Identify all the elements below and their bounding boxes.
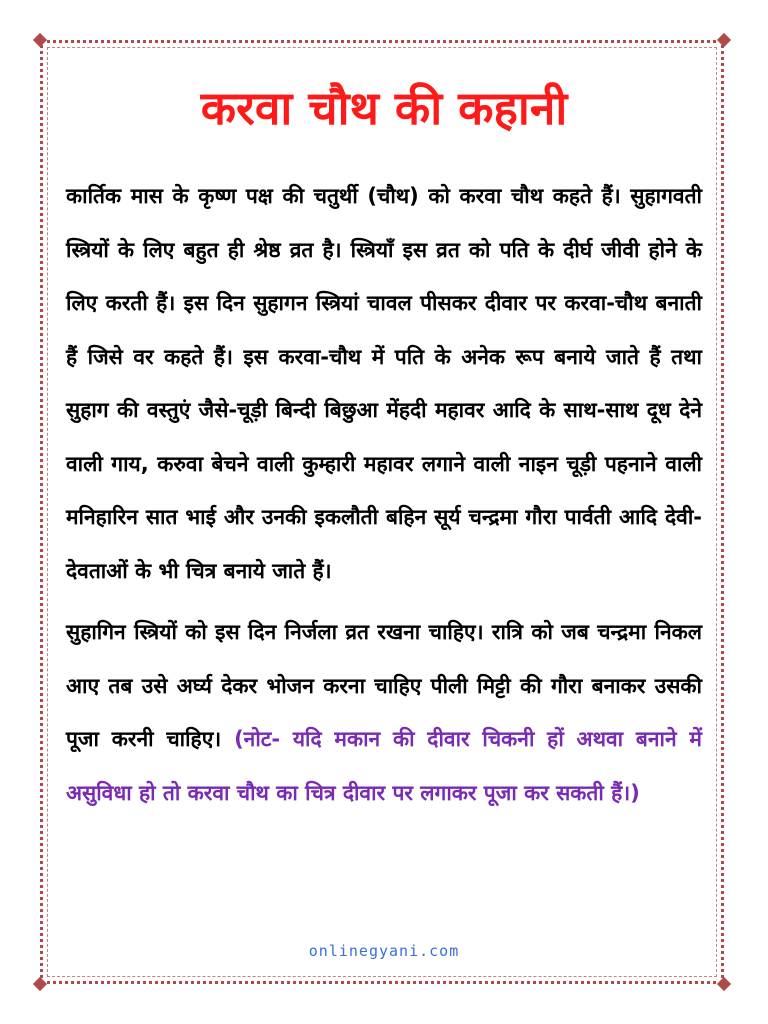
story-paragraph-2-text: सुहागिन स्त्रियों को इस दिन निर्जला व्रत रखना चाहिए। रात्रि को जब चन्द्रमा निकल आए तब उसे अर्घ्य देकर भोजन करना चाहिए पीली मिट्टी की गौरा बनाकर उसकी पूजा करनी चाहिए। [66,620,702,751]
story-content [66,170,702,820]
site-footer: onlinegyani.com [308,942,460,960]
story-paragraph-1: कार्तिक मास के कृष्ण पक्ष की चतुर्थी (चौथ) को करवा चौथ कहते हैं। सुहागवती स्त्रियों के लिए बहुत ही श्रेष्ठ व्रत है। स्त्रियाँ इस व्रत को पति के दीर्घ जीवी होने के लिए करती हैं। इस दिन सुहागन स्त्रियां चावल पीसकर दीवार पर करवा-चौथ बनाती हैं जिसे वर कहते हैं। इस करवा-चौथ में पति के अनेक रूप बनाये जाते हैं तथा सुहाग की वस्तुएं जैसे-चूड़ी बिन्दी बिछुआ मेंहदी महावर आदि के साथ-साथ दूध देने वाली गाय, करुवा बेचने वाली कुम्हारी महावर लगाने वाली नाइन चूड़ी पहनाने वाली मनिहारिन सात भाई और उनकी इकलौती बहिन सूर्य चन्द्रमा गौरा पार्वती आदि देवी-देवताओं के भी चित्र बनाये जाते हैं। [66,184,702,583]
story-note: (नोट- यदि मकान की दीवार चिकनी हों अथवा बनाने में असुविधा हो तो करवा चौथ का चित्र दीवार पर लगाकर पूजा कर सकती हैं।) [66,727,702,805]
story-paragraph-2 [66,606,702,820]
page-title: करवा चौथ की कहानी [200,81,568,135]
